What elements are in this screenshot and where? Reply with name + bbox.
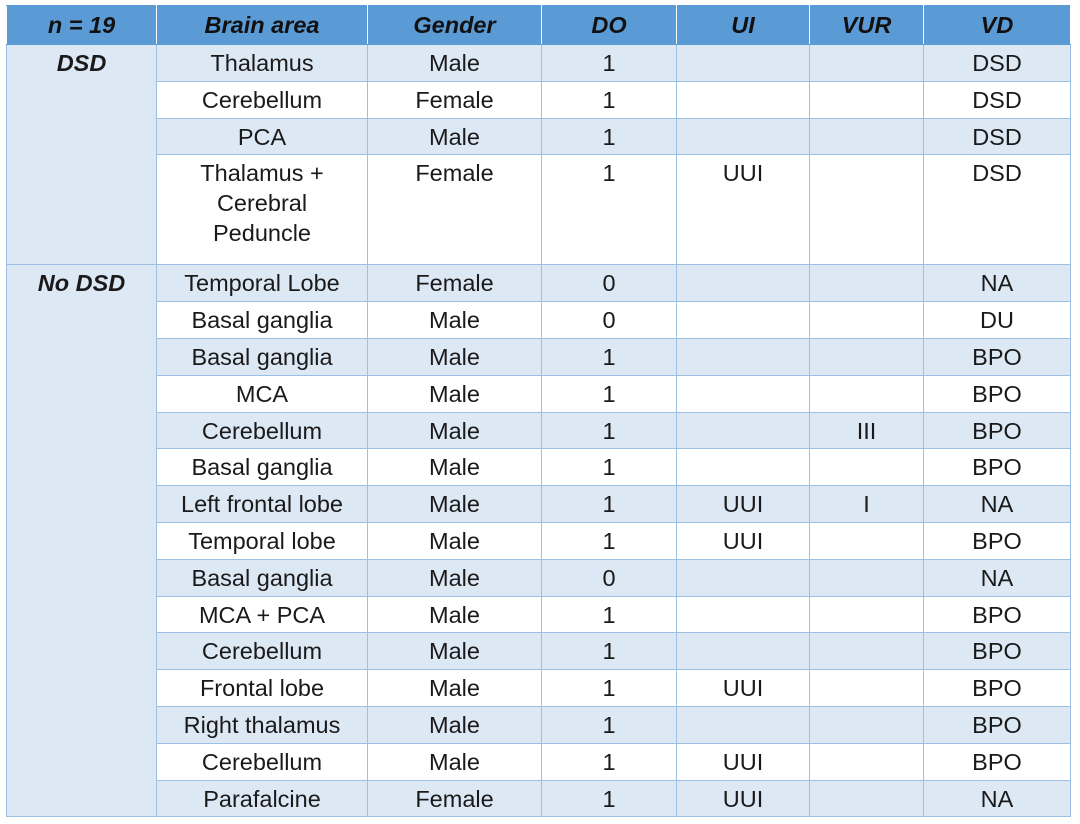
data-table bbox=[6, 5, 1071, 817]
cell-gender: Male bbox=[368, 338, 542, 375]
cell-brain-area: Basal ganglia bbox=[157, 302, 368, 339]
cell-ui bbox=[677, 338, 810, 375]
table-row bbox=[7, 670, 1071, 707]
header-row bbox=[7, 6, 1071, 45]
cell-ui bbox=[677, 81, 810, 118]
header-gender: Gender bbox=[368, 6, 542, 45]
cell-vur bbox=[810, 670, 924, 707]
cell-vur: III bbox=[810, 412, 924, 449]
cell-brain-area: Basal ganglia bbox=[157, 449, 368, 486]
table-row bbox=[7, 302, 1071, 339]
table-row bbox=[7, 412, 1071, 449]
cell-brain-area: Basal ganglia bbox=[157, 559, 368, 596]
table-row bbox=[7, 45, 1071, 82]
cell-brain-area: Temporal lobe bbox=[157, 522, 368, 559]
cell-vur bbox=[810, 633, 924, 670]
cell-vd: BPO bbox=[924, 743, 1071, 780]
cell-do: 1 bbox=[542, 633, 677, 670]
cell-gender: Male bbox=[368, 412, 542, 449]
cell-brain-area: Cerebellum bbox=[157, 81, 368, 118]
cell-vd: BPO bbox=[924, 596, 1071, 633]
cell-do: 1 bbox=[542, 743, 677, 780]
cell-do: 1 bbox=[542, 375, 677, 412]
table-row bbox=[7, 81, 1071, 118]
table-header bbox=[7, 6, 1071, 45]
cell-vur bbox=[810, 45, 924, 82]
cell-gender: Male bbox=[368, 486, 542, 523]
cell-vur bbox=[810, 118, 924, 155]
cell-gender: Male bbox=[368, 449, 542, 486]
table-row bbox=[7, 338, 1071, 375]
cell-ui bbox=[677, 706, 810, 743]
cell-gender: Male bbox=[368, 670, 542, 707]
cell-do: 1 bbox=[542, 486, 677, 523]
cell-gender: Male bbox=[368, 375, 542, 412]
cell-gender: Female bbox=[368, 780, 542, 817]
cell-gender: Male bbox=[368, 706, 542, 743]
cell-do: 1 bbox=[542, 118, 677, 155]
cell-vd: DSD bbox=[924, 81, 1071, 118]
cell-ui bbox=[677, 45, 810, 82]
table-row bbox=[7, 633, 1071, 670]
cell-gender: Female bbox=[368, 265, 542, 302]
cell-vur bbox=[810, 155, 924, 265]
cell-brain-area: Cerebellum bbox=[157, 412, 368, 449]
group-label: DSD bbox=[7, 45, 157, 265]
cell-vd: BPO bbox=[924, 449, 1071, 486]
cell-ui bbox=[677, 302, 810, 339]
cell-gender: Male bbox=[368, 596, 542, 633]
table-row bbox=[7, 155, 1071, 265]
table-row bbox=[7, 522, 1071, 559]
cell-gender: Female bbox=[368, 81, 542, 118]
cell-vur bbox=[810, 559, 924, 596]
cell-brain-area: Left frontal lobe bbox=[157, 486, 368, 523]
cell-ui bbox=[677, 596, 810, 633]
cell-vd: DSD bbox=[924, 45, 1071, 82]
table-row bbox=[7, 118, 1071, 155]
header-n: n = 19 bbox=[7, 6, 157, 45]
cell-vur bbox=[810, 302, 924, 339]
cell-ui bbox=[677, 633, 810, 670]
cell-vd: DSD bbox=[924, 155, 1071, 265]
cell-ui: UUI bbox=[677, 522, 810, 559]
cell-brain-area: Basal ganglia bbox=[157, 338, 368, 375]
cell-gender: Male bbox=[368, 559, 542, 596]
cell-ui bbox=[677, 375, 810, 412]
cell-vd: BPO bbox=[924, 706, 1071, 743]
header-ui: UI bbox=[677, 6, 810, 45]
table-row bbox=[7, 486, 1071, 523]
cell-gender: Female bbox=[368, 155, 542, 265]
header-vur: VUR bbox=[810, 6, 924, 45]
cell-ui: UUI bbox=[677, 743, 810, 780]
cell-vur: I bbox=[810, 486, 924, 523]
cell-brain-area: MCA + PCA bbox=[157, 596, 368, 633]
cell-ui: UUI bbox=[677, 486, 810, 523]
cell-gender: Male bbox=[368, 45, 542, 82]
cell-brain-area: MCA bbox=[157, 375, 368, 412]
cell-ui bbox=[677, 118, 810, 155]
cell-brain-area: Frontal lobe bbox=[157, 670, 368, 707]
cell-brain-area: Temporal Lobe bbox=[157, 265, 368, 302]
cell-gender: Male bbox=[368, 743, 542, 780]
cell-brain-area: Cerebellum bbox=[157, 743, 368, 780]
cell-ui: UUI bbox=[677, 670, 810, 707]
header-brain-area: Brain area bbox=[157, 6, 368, 45]
cell-vd: DU bbox=[924, 302, 1071, 339]
cell-vur bbox=[810, 780, 924, 817]
table-row bbox=[7, 706, 1071, 743]
cell-do: 1 bbox=[542, 449, 677, 486]
cell-vur bbox=[810, 338, 924, 375]
table-row bbox=[7, 449, 1071, 486]
cell-vur bbox=[810, 81, 924, 118]
table-row bbox=[7, 596, 1071, 633]
cell-vd: BPO bbox=[924, 375, 1071, 412]
cell-do: 1 bbox=[542, 155, 677, 265]
table-row bbox=[7, 780, 1071, 817]
cell-vur bbox=[810, 265, 924, 302]
cell-gender: Male bbox=[368, 633, 542, 670]
header-vd: VD bbox=[924, 6, 1071, 45]
cell-ui: UUI bbox=[677, 155, 810, 265]
cell-do: 1 bbox=[542, 670, 677, 707]
table-body bbox=[7, 45, 1071, 817]
cell-ui bbox=[677, 559, 810, 596]
cell-vd: BPO bbox=[924, 412, 1071, 449]
cell-vur bbox=[810, 743, 924, 780]
cell-do: 0 bbox=[542, 265, 677, 302]
cell-vur bbox=[810, 522, 924, 559]
cell-do: 1 bbox=[542, 780, 677, 817]
cell-vur bbox=[810, 596, 924, 633]
cell-brain-area: PCA bbox=[157, 118, 368, 155]
cell-brain-area: Thalamus bbox=[157, 45, 368, 82]
cell-do: 1 bbox=[542, 706, 677, 743]
cell-ui bbox=[677, 265, 810, 302]
cell-do: 1 bbox=[542, 45, 677, 82]
cell-brain-area: Right thalamus bbox=[157, 706, 368, 743]
cell-do: 1 bbox=[542, 596, 677, 633]
group-label: No DSD bbox=[7, 265, 157, 817]
table-row bbox=[7, 559, 1071, 596]
cell-brain-area: Thalamus + Cerebral Peduncle bbox=[157, 155, 368, 265]
cell-vur bbox=[810, 375, 924, 412]
cell-vd: BPO bbox=[924, 633, 1071, 670]
cell-vd: NA bbox=[924, 265, 1071, 302]
cell-ui bbox=[677, 412, 810, 449]
cell-ui: UUI bbox=[677, 780, 810, 817]
cell-do: 0 bbox=[542, 302, 677, 339]
cell-do: 1 bbox=[542, 522, 677, 559]
table-row bbox=[7, 375, 1071, 412]
cell-do: 1 bbox=[542, 412, 677, 449]
cell-vd: DSD bbox=[924, 118, 1071, 155]
cell-vur bbox=[810, 449, 924, 486]
cell-vd: NA bbox=[924, 780, 1071, 817]
cell-vur bbox=[810, 706, 924, 743]
cell-gender: Male bbox=[368, 118, 542, 155]
table-row bbox=[7, 265, 1071, 302]
cell-vd: BPO bbox=[924, 670, 1071, 707]
cell-vd: NA bbox=[924, 486, 1071, 523]
cell-do: 0 bbox=[542, 559, 677, 596]
cell-vd: BPO bbox=[924, 522, 1071, 559]
cell-do: 1 bbox=[542, 338, 677, 375]
cell-gender: Male bbox=[368, 522, 542, 559]
table-row bbox=[7, 743, 1071, 780]
cell-do: 1 bbox=[542, 81, 677, 118]
cell-vd: NA bbox=[924, 559, 1071, 596]
cell-ui bbox=[677, 449, 810, 486]
cell-gender: Male bbox=[368, 302, 542, 339]
cell-brain-area: Parafalcine bbox=[157, 780, 368, 817]
cell-vd: BPO bbox=[924, 338, 1071, 375]
cell-brain-area: Cerebellum bbox=[157, 633, 368, 670]
header-do: DO bbox=[542, 6, 677, 45]
